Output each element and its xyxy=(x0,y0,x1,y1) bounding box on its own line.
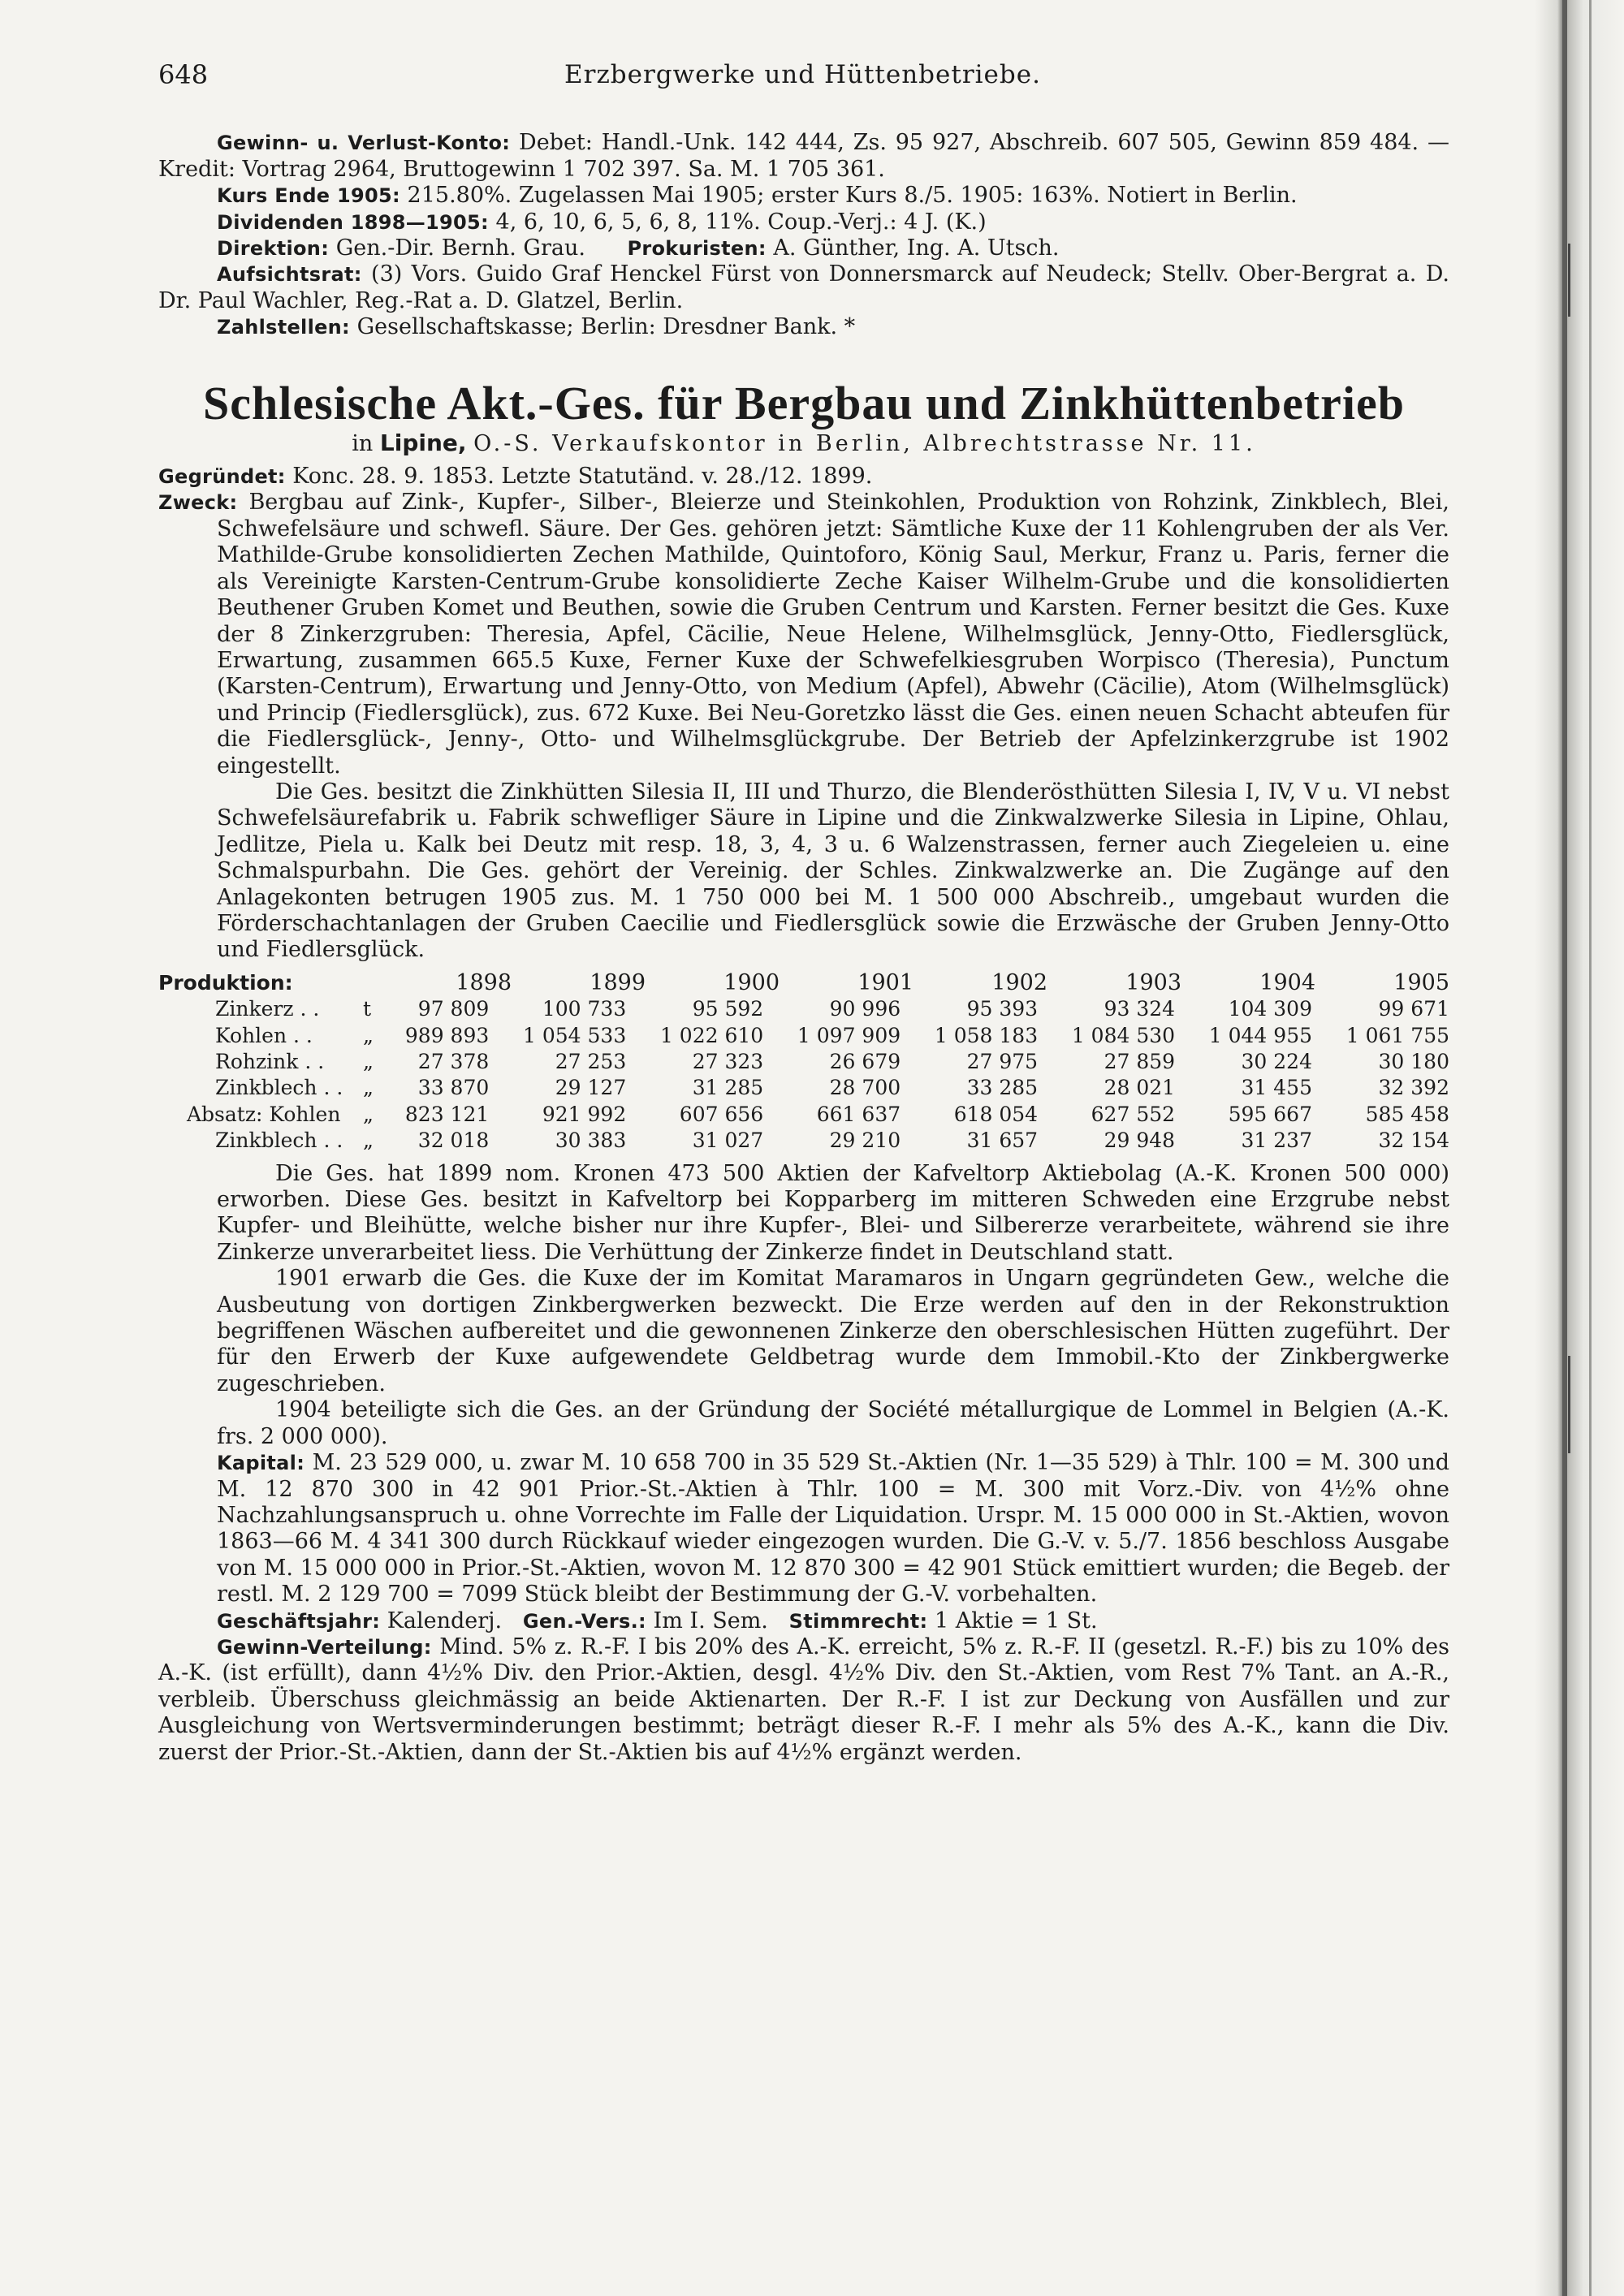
production-value: 921 992 xyxy=(542,1102,627,1126)
production-row-label: Zinkerz . . xyxy=(215,997,320,1021)
production-value: 32 392 xyxy=(1378,1076,1449,1100)
production-year: 1901 xyxy=(857,969,914,995)
production-year: 1905 xyxy=(1393,969,1449,995)
production-year: 1898 xyxy=(456,969,512,995)
production-value: 28 021 xyxy=(1104,1076,1176,1100)
production-value: 30 180 xyxy=(1378,1050,1449,1073)
entry-text: Mind. 5% z. R.-F. I bis 20% des A.-K. erreicht, 5% z. R.-F. II (gesetzl. R.-F.) bis zu 10% des A.-K. (ist erfüllt), dann 4½% Div. den Prior.-Aktien, desgl. 4½% Div. den St.-Aktien, vom Rest 7% Tant. an A.-R., verbleib. Überschuss gleichmässig an beide Aktienarten. Der R.-F. I ist zur Deckung von Ausfällen und zur Ausgleichung von Wertsverminderungen bestimmt; beträgt dieser R.-F. I mehr als 5% des A.-K., kann die Div. zuerst der Prior.-St.-Aktien, dann der St.-Aktien bis auf 4½% ergänzt werden. xyxy=(158,1634,1449,1765)
production-value: 100 733 xyxy=(542,997,627,1021)
production-value: 27 253 xyxy=(555,1050,627,1073)
entry-text: (3) Vors. Guido Graf Henckel Fürst von Donnersmarck auf Neudeck; Stellv. Ober-Bergrat a. D. Dr. Paul Wachler, Reg.-Rat a. D. Glatzel, Berlin. xyxy=(158,261,1449,313)
production-value: 29 210 xyxy=(829,1129,901,1153)
page-header xyxy=(158,59,1449,90)
production-year: 1899 xyxy=(590,969,646,995)
production-unit: t xyxy=(363,997,372,1021)
entry-text: 4, 6, 10, 6, 5, 6, 8, 11%. Coup.-Verj.: 4 J. (K.) xyxy=(495,209,987,235)
production-row xyxy=(158,1023,1449,1049)
production-value: 29 127 xyxy=(555,1076,627,1100)
page-number: 648 xyxy=(158,59,209,90)
entry-label: Dividenden 1898—1905: xyxy=(217,210,489,234)
production-value: 31 285 xyxy=(692,1076,764,1100)
edge-mark xyxy=(1568,1356,1570,1453)
production-value: 95 393 xyxy=(966,997,1039,1021)
paragraph-maramaros: 1901 erwarb die Ges. die Kuxe der im Komitat Maramaros in Ungarn gegründeten Gew., welche die Ausbeutung von dortigen Zinkbergwerken bezweckt. Die Erze werden auf den in der Rekonstruktion begriffenen Wäschen aufbereitet und die gewonnenen Zinkerze den oberschlesischen Hütten zugeführt. Der für den Erwerb der Kuxe aufgewendete Geldbetrag wurde dem Immobil.-Kto der Zinkbergwerke zugeschrieben. xyxy=(217,1266,1449,1396)
entry-text: Kalenderj. xyxy=(387,1608,503,1634)
production-value: 28 700 xyxy=(829,1076,901,1100)
entry-label: Kapital: xyxy=(217,1452,305,1475)
entry-dividenden xyxy=(158,209,1449,235)
paragraph-lommel: 1904 beteiligte sich die Ges. an der Gründung der Société métallurgique de Lommel in Belgien (A.-K. frs. 2 000 000). xyxy=(217,1397,1449,1449)
page-edge-shadow xyxy=(1562,0,1567,2296)
production-value: 30 224 xyxy=(1241,1050,1312,1073)
entry-label: Gen.-Vers.: xyxy=(522,1609,646,1633)
subline-prefix: in xyxy=(352,430,374,456)
production-unit: „ xyxy=(363,1023,374,1047)
company-subline xyxy=(158,430,1449,457)
production-unit: „ xyxy=(363,1102,374,1126)
production-value: 93 324 xyxy=(1104,997,1176,1021)
production-value: 32 154 xyxy=(1378,1129,1449,1153)
production-value: 607 656 xyxy=(679,1102,764,1126)
production-value: 1 084 530 xyxy=(1071,1023,1176,1047)
edge-mark xyxy=(1568,244,1570,317)
scanned-page-edge xyxy=(1535,0,1624,2296)
production-row xyxy=(158,1075,1449,1101)
production-value: 1 044 955 xyxy=(1208,1023,1312,1047)
production-row-label: Zinkblech . . xyxy=(215,1076,343,1100)
production-value: 95 592 xyxy=(692,997,764,1021)
entry-label: Aufsichtsrat: xyxy=(217,263,362,287)
company-sales-office: O.-S. Verkaufskontor in Berlin, Albrechtstrasse Nr. 11. xyxy=(473,430,1256,456)
entry-kapital xyxy=(158,1450,1449,1608)
entry-zahlstellen xyxy=(158,314,1449,340)
entry-kurs xyxy=(158,183,1449,209)
production-value: 823 121 xyxy=(404,1102,490,1126)
production-value: 27 975 xyxy=(966,1050,1039,1073)
production-value: 104 309 xyxy=(1228,997,1312,1021)
production-year: 1904 xyxy=(1259,969,1315,995)
production-row xyxy=(158,1049,1449,1075)
production-value: 31 455 xyxy=(1241,1076,1312,1100)
entry-zweck xyxy=(158,490,1449,779)
entry-gewinn-verteilung xyxy=(158,1634,1449,1766)
production-row xyxy=(158,1102,1449,1128)
entry-aufsichtsrat xyxy=(158,261,1449,314)
document-page xyxy=(158,59,1449,1766)
entry-text: Debet: Handl.-Unk. 142 444, Zs. 95 927, Abschreib. 607 505, Gewinn 859 484. — Kredit: Vortrag 2964, Bruttogewinn 1 702 397. Sa. M. 1 705 361. xyxy=(158,130,1449,182)
production-value: 1 058 183 xyxy=(934,1023,1039,1047)
entry-text: Bergbau auf Zink-, Kupfer-, Silber-, Bleierze und Steinkohlen, Produktion von Rohzink, Zinkblech, Blei, Schwefelsäure und schwefl. Säure. Der Ges. gehören jetzt: Sämtliche Kuxe der 11 Kohlengruben der als Ver. Mathilde-Grube konsolidierten Zechen Mathilde, Quintoforo, König Saul, Merkur, Franz u. Paris, ferner die als Vereinigte Karsten-Centrum-Grube konsolidierte Zeche Kaiser Wilhelm-Grube und die konsolidierten Beuthener Gruben Komet und Beuthen, sowie die Gruben Centrum und Karsten. Ferner besitzt die Ges. Kuxe der 8 Zinkerzgruben: Theresia, Apfel, Cäcilie, Neue Helene, Wilhelmsglück, Jenny-Otto, Fiedlersglück, Erwartung, zusammen 665.5 Kuxe, Ferner Kuxe der Schwefelkiesgruben Worpisco (Theresia), Punctum (Karsten-Centrum), Erwartung und Jenny-Otto, von Medium (Apfel), Abwehr (Cäcilie), Atom (Wilhelmsglück) und Princip (Fiedlersglück), zus. 672 Kuxe. Bei Neu-Goretzko lässt die Ges. einen neuen Schacht abteufen für die Fiedlersglück-, Jenny-, Otto- und Wilhelmsglückgrube. Der Betrieb der Apfelzinkerzgrube ist 1902 eingestellt. xyxy=(217,490,1449,779)
entry-direktion xyxy=(158,235,1449,261)
production-value: 31 237 xyxy=(1241,1129,1312,1153)
production-unit: „ xyxy=(363,1129,374,1153)
entry-label: Gegründet: xyxy=(158,465,286,489)
entry-label: Zweck: xyxy=(158,491,238,515)
entry-label: Prokuristen: xyxy=(627,237,767,261)
production-value: 31 657 xyxy=(966,1129,1039,1153)
production-row xyxy=(158,996,1449,1022)
production-value: 32 018 xyxy=(417,1129,490,1153)
production-value: 27 378 xyxy=(417,1050,490,1073)
production-row-label: Absatz: Kohlen xyxy=(187,1102,341,1126)
production-value: 627 552 xyxy=(1091,1102,1176,1126)
production-value: 97 809 xyxy=(417,997,490,1021)
entry-text: Gesellschaftskasse; Berlin: Dresdner Bank. * xyxy=(356,314,856,340)
production-value: 27 859 xyxy=(1104,1050,1176,1073)
page-edge-line xyxy=(1589,0,1592,2296)
entry-label: Kurs Ende 1905: xyxy=(217,184,400,208)
entry-text: Im I. Sem. xyxy=(653,1608,768,1634)
company-place: Lipine, xyxy=(379,429,467,456)
entry-text: Konc. 28. 9. 1853. Letzte Statutänd. v. 28./12. 1899. xyxy=(292,464,873,490)
production-row xyxy=(158,1128,1449,1154)
production-value: 29 948 xyxy=(1104,1129,1176,1153)
production-value: 33 285 xyxy=(966,1076,1039,1100)
entry-label: Direktion: xyxy=(217,237,330,261)
production-value: 989 893 xyxy=(404,1023,490,1047)
production-label: Produktion: xyxy=(158,970,293,995)
company-title: Schlesische Akt.-Ges. für Bergbau und Zinkhüttenbetrieb xyxy=(203,376,1405,429)
entry-label: Geschäftsjahr: xyxy=(217,1609,381,1633)
entry-geschaeftsjahr xyxy=(158,1608,1449,1634)
production-value: 618 054 xyxy=(953,1102,1039,1126)
production-row-label: Zinkblech . . xyxy=(215,1129,343,1153)
running-title: Erzbergwerke und Hüttenbetriebe. xyxy=(564,60,1041,89)
production-year: 1903 xyxy=(1125,969,1181,995)
entry-label: Gewinn-Verteilung: xyxy=(217,1635,432,1659)
production-value: 1 097 909 xyxy=(797,1023,901,1047)
entry-label: Stimmrecht: xyxy=(788,1609,928,1633)
production-unit: „ xyxy=(363,1076,374,1100)
production-value: 661 637 xyxy=(816,1102,901,1126)
production-value: 1 061 755 xyxy=(1345,1023,1449,1047)
production-year: 1902 xyxy=(991,969,1047,995)
previous-company-block xyxy=(158,130,1449,340)
entry-label: Gewinn- u. Verlust-Konto: xyxy=(217,132,511,155)
production-value: 585 458 xyxy=(1365,1102,1449,1126)
production-value: 33 870 xyxy=(417,1076,490,1100)
entry-label: Zahlstellen: xyxy=(217,316,350,339)
paragraph-kafveltorp: Die Ges. hat 1899 nom. Kronen 473 500 Aktien der Kafveltorp Aktiebolag (A.-K. Kronen 500 000) erworben. Diese Ges. besitzt in Kafveltorp bei Kopparberg im mitteren Schweden eine Erzgrube nebst Kupfer- und Bleihütte, welche bisher nur ihre Kupfer-, Blei- und Silbererze verarbeitete, während sie ihre Zinkerze unverarbeitet liess. Die Verhüttung der Zinkerze findet in Deutschland statt. xyxy=(217,1160,1449,1265)
production-value: 595 667 xyxy=(1228,1102,1312,1126)
zweck-paragraph-2: Die Ges. besitzt die Zinkhütten Silesia II, III und Thurzo, die Blenderösthütten Silesia I, IV, V u. VI nebst Schwefelsäurefabrik u. Fabrik schwefliger Säure in Lipine und die Zinkwalzwerke Silesia in Lipine, Ohlau, Jedlitze, Piela u. Kalk bei Deutz mit resp. 18, 3, 4, 3 u. 6 Walzenstrassen, ferner auch Ziegeleien u. eine Schmalspurbahn. Die Ges. gehört der Vereinig. der Schles. Zinkwalzwerke an. Die Zugänge auf den Anlagekonten betrugen 1905 zus. M. 1 750 000 bei M. 1 500 000 Abschreib., umgebaut wurden die Förderschachtanlagen der Gruben Caecilie und Fiedlersglück sowie die Erzwäsche der Gruben Jenny-Otto und Fiedlersglück. xyxy=(217,779,1449,963)
entry-gewinn-verlust xyxy=(158,130,1449,183)
production-value: 1 054 533 xyxy=(523,1023,627,1047)
production-value: 27 323 xyxy=(692,1050,764,1073)
entry-gegruendet xyxy=(158,464,1449,490)
entry-text: 1 Aktie = 1 St. xyxy=(935,1608,1098,1634)
production-row-label: Kohlen . . xyxy=(215,1023,313,1047)
production-value: 26 679 xyxy=(829,1050,901,1073)
production-value: 30 383 xyxy=(555,1129,627,1153)
production-value: 99 671 xyxy=(1378,997,1449,1021)
entry-text: 215.80%. Zugelassen Mai 1905; erster Kurs 8./5. 1905: 163%. Notiert in Berlin. xyxy=(407,183,1298,209)
production-year: 1900 xyxy=(723,969,780,995)
production-value: 1 022 610 xyxy=(659,1023,764,1047)
production-row-label: Rohzink . . xyxy=(215,1050,325,1073)
entry-text: M. 23 529 000, u. zwar M. 10 658 700 in 35 529 St.-Aktien (Nr. 1—35 529) à Thlr. 100 = M. 300 und M. 12 870 300 in 42 901 Prior.-St.-Aktien à Thlr. 100 = M. 300 mit Vorz.-Div. von 4½% ohne Nachzahlungsanspruch u. ohne Vorrechte im Falle der Liquidation. Urspr. M. 15 000 000 in St.-Aktien, wovon 1863—66 M. 4 341 300 durch Rückkauf wieder eingezogen wurden. Die G.-V. v. 5./7. 1856 beschloss Ausgabe von M. 15 000 000 in Prior.-St.-Aktien, wovon M. 12 870 300 = 42 901 Stück emittiert wurden; die Begeb. der restl. M. 2 129 700 = 7099 Stück bleibt der Bestimmung der G.-V. vorbehalten. xyxy=(217,1450,1449,1608)
entry-text: A. Günther, Ing. A. Utsch. xyxy=(773,235,1060,261)
production-header xyxy=(158,970,1449,996)
production-value: 90 996 xyxy=(829,997,901,1021)
production-value: 31 027 xyxy=(692,1129,764,1153)
production-table xyxy=(158,996,1449,1154)
entry-text: Gen.-Dir. Bernh. Grau. xyxy=(335,235,585,261)
production-unit: „ xyxy=(363,1050,374,1073)
